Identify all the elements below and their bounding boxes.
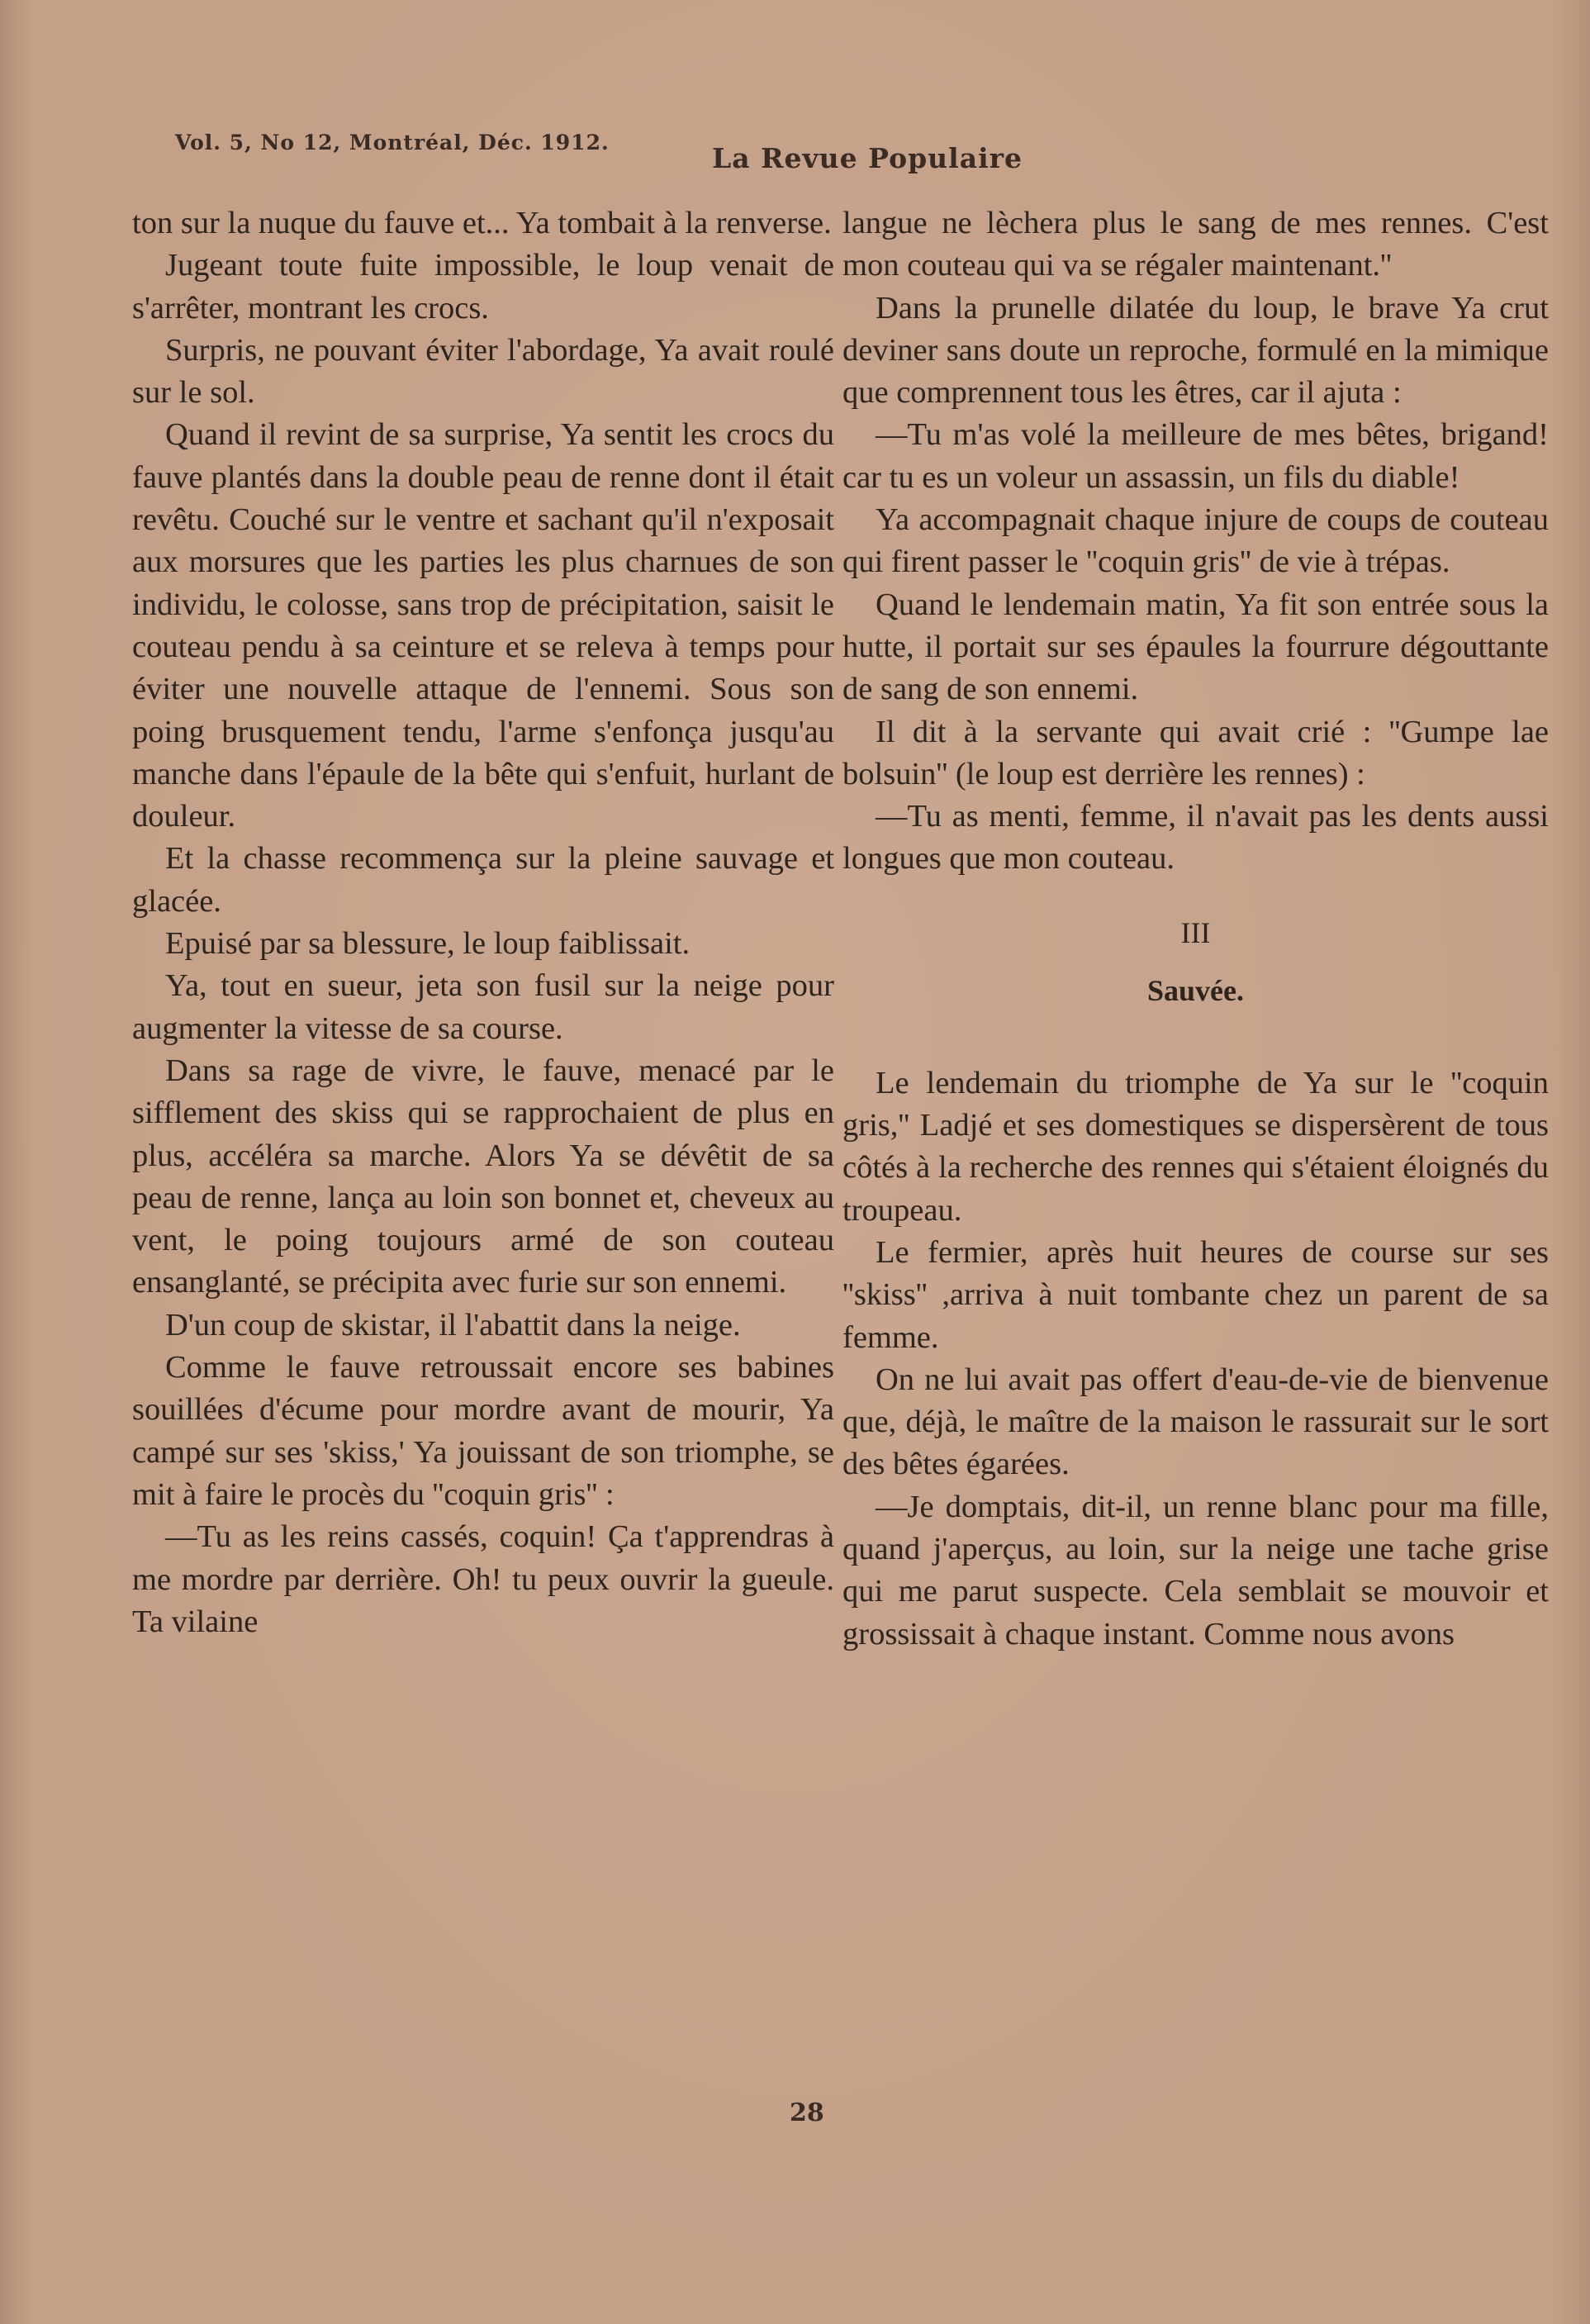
paragraph: Jugeant toute fuite impossible, le loup venait de s'arrêter, montrant les crocs. bbox=[132, 248, 834, 326]
paragraph: D'un coup de skistar, il l'abattit dans la neige. bbox=[165, 1307, 741, 1343]
page-number: 28 bbox=[790, 2098, 824, 2127]
paragraph: —Tu as menti, femme, il n'avait pas les dents aussi longues que mon couteau. bbox=[842, 799, 1549, 877]
paragraph: —Je domptais, dit-il, un renne blanc pour ma fille, quand j'aperçus, au loin, sur la neige une tache grise qui me parut suspecte. Cela semblait se mouvoir et grossissait à chaque instant. Comme nous avons bbox=[842, 1489, 1549, 1652]
issue-info: Vol. 5, No 12, Montréal, Déc. 1912. bbox=[175, 131, 610, 154]
paragraph: Dans la prunelle dilatée du loup, le brave Ya crut deviner sans doute un reproche, formulé en la mimique que comprennent tous les êtres, car il ajuta : bbox=[842, 290, 1549, 411]
paragraph: Surpris, ne pouvant éviter l'abordage, Ya avait roulé sur le sol. bbox=[132, 332, 834, 411]
paragraph: Epuisé par sa blessure, le loup faiblissait. bbox=[165, 926, 691, 962]
paragraph: Ya, tout en sueur, jeta son fusil sur la neige pour augmenter la vitesse de sa course. bbox=[132, 968, 834, 1046]
paragraph: langue ne lèchera plus le sang de mes rennes. C'est mon couteau qui va se régaler maintenant.'' bbox=[842, 206, 1549, 283]
paragraph: —Tu m'as volé la meilleure de mes bêtes, brigand! car tu es un voleur un assassin, un fils du diable! bbox=[842, 417, 1549, 495]
right-column bbox=[842, 202, 1549, 1656]
paragraph: Il dit à la servante qui avait crié : ''Gumpe lae bolsuin'' (le loup est derrière les rennes) : bbox=[842, 714, 1549, 791]
left-column bbox=[132, 202, 834, 1643]
magazine-title: La Revue Populaire bbox=[712, 142, 1023, 174]
paragraph: Quand il revint de sa surprise, Ya sentit les crocs du fauve plantés dans la double peau de renne dont il était revêtu. Couché sur le ventre et sachant qu'il n'exposait aux morsures que les parties les plus charnues de son individu, le colosse, sans trop de précipitation, saisit le couteau pendu à sa ceinture et se releva à temps pour éviter une nouvelle attaque de l'ennemi. Sous son poing brusquement tendu, l'arme s'enfonça jusqu'au manche dans l'épaule de la bête qui s'enfuit, hurlant de douleur. bbox=[132, 417, 834, 834]
paragraph: ton sur la nuque du fauve et... Ya tombait à la renverse. bbox=[132, 206, 832, 240]
paragraph: Le fermier, après huit heures de course sur ses ''skiss'' ,arriva à nuit tombante chez un parent de sa femme. bbox=[842, 1234, 1549, 1355]
paragraph: Quand le lendemain matin, Ya fit son entrée sous la hutte, il portait sur ses épaules la fourrure dégouttante de sang de son ennemi. bbox=[842, 587, 1549, 707]
paragraph: —Tu as les reins cassés, coquin! Ça t'apprendras à me mordre par derrière. Oh! tu peux ouvrir la gueule. Ta vilaine bbox=[132, 1519, 834, 1639]
paragraph: On ne lui avait pas offert d'eau-de-vie de bienvenue que, déjà, le maître de la maison le rassurait sur le sort des bêtes égarées. bbox=[842, 1362, 1549, 1482]
paragraph: Et la chasse recommença sur la pleine sauvage et glacée. bbox=[132, 841, 834, 919]
paragraph: Comme le fauve retroussait encore ses babines souillées d'écume pour mordre avant de mourir, Ya campé sur ses 'skiss,' Ya jouissant de son triomphe, se mit à faire le procès du ''coquin gris'' : bbox=[132, 1350, 834, 1512]
section-number: III bbox=[1180, 915, 1211, 949]
paragraph: Le lendemain du triomphe de Ya sur le ''coquin gris,'' Ladjé et ses domestiques se dispersèrent de tous côtés à la recherche des rennes qui s'étaient éloignés du troupeau. bbox=[842, 1065, 1549, 1228]
paragraph: Dans sa rage de vivre, le fauve, menacé par le sifflement des skiss qui se rapprochaient de plus en plus, accéléra sa marche. Alors Ya se dévêtit de sa peau de renne, lança au loin son bonnet et, cheveux au vent, le poing toujours armé de son couteau ensanglanté, se précipita avec furie sur son ennemi. bbox=[132, 1053, 834, 1300]
section-title: Sauvée. bbox=[1147, 973, 1244, 1007]
paragraph: Ya accompagnait chaque injure de coups de couteau qui firent passer le ''coquin gris'' de vie à trépas. bbox=[842, 502, 1549, 580]
